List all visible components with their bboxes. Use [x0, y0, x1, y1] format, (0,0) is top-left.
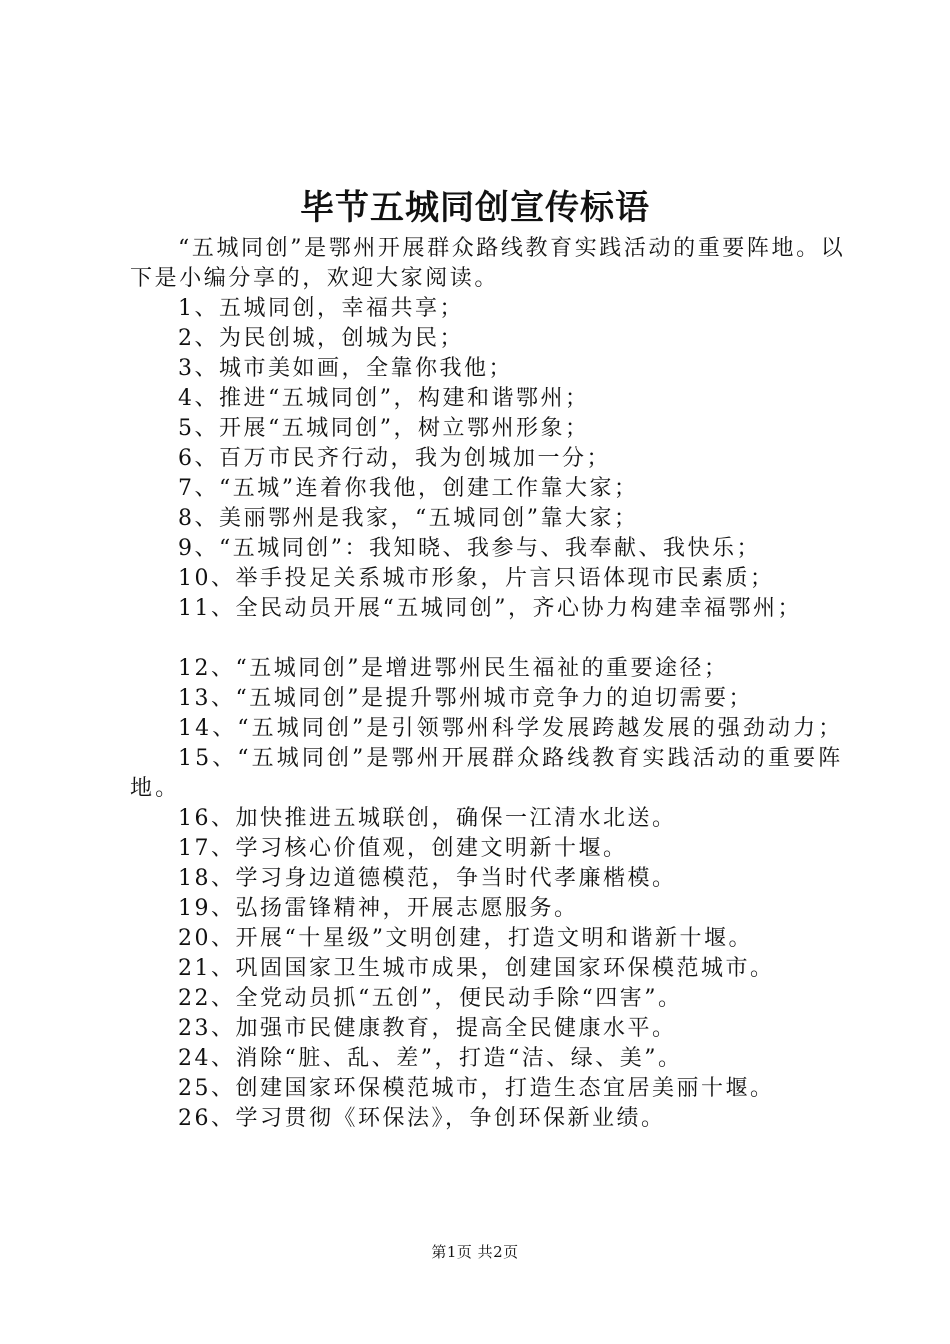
slogan-item-22: 22、全党动员抓“五创”，便民动手除“四害”。	[178, 986, 683, 1011]
slogan-item-15: 15、“五城同创”是鄂州开展群众路线教育实践活动的重要阵地。	[130, 746, 844, 801]
slogan-item-7: 7、“五城”连着你我他，创建工作靠大家；	[178, 476, 639, 501]
slogan-item-8: 8、美丽鄂州是我家，“五城同创”靠大家；	[178, 506, 639, 531]
page-footer: 第1页 共2页	[431, 1243, 519, 1261]
slogan-item-12: 12、“五城同创”是增进鄂州民生福祉的重要途径；	[178, 656, 729, 681]
document-title: 毕节五城同创宣传标语	[300, 188, 650, 228]
intro-paragraph: “五城同创”是鄂州开展群众路线教育实践活动的重要阵地。以下是小编分享的，欢迎大家阅读。	[130, 236, 846, 291]
slogan-item-3: 3、城市美如画，全靠你我他；	[178, 356, 513, 381]
slogan-item-18: 18、学习身边道德模范，争当时代孝廉楷模。	[178, 866, 677, 891]
slogan-item-21: 21、巩固国家卫生城市成果，创建国家环保模范城市。	[178, 956, 775, 981]
slogan-item-10: 10、举手投足关系城市形象，片言只语体现市民素质；	[178, 566, 775, 591]
slogan-item-26: 26、学习贯彻《环保法》，争创环保新业绩。	[178, 1106, 666, 1131]
slogan-item-19: 19、弘扬雷锋精神，开展志愿服务。	[178, 896, 579, 921]
slogan-item-9: 9、“五城同创”：我知晓、我参与、我奉献、我快乐；	[178, 536, 761, 561]
slogan-item-4: 4、推进“五城同创”，构建和谐鄂州；	[178, 386, 590, 411]
slogan-item-25: 25、创建国家环保模范城市，打造生态宜居美丽十堰。	[178, 1076, 775, 1101]
slogan-item-5: 5、开展“五城同创”，树立鄂州形象；	[178, 416, 590, 441]
slogan-item-16: 16、加快推进五城联创，确保一江清水北送。	[178, 806, 677, 831]
slogan-item-1: 1、五城同创，幸福共享；	[178, 296, 464, 321]
paragraph-gap	[130, 624, 850, 654]
slogan-item-23: 23、加强市民健康教育，提高全民健康水平。	[178, 1016, 677, 1041]
slogan-item-24: 24、消除“脏、乱、差”，打造“洁、绿、美”。	[178, 1046, 683, 1071]
document-body	[130, 234, 850, 1134]
slogan-item-13: 13、“五城同创”是提升鄂州城市竞争力的迫切需要；	[178, 686, 753, 711]
slogan-item-20: 20、开展“十星级”文明创建，打造文明和谐新十堰。	[178, 926, 753, 951]
slogan-item-17: 17、学习核心价值观，创建文明新十堰。	[178, 836, 628, 861]
slogan-item-14: 14、“五城同创”是引领鄂州科学发展跨越发展的强劲动力；	[178, 716, 844, 741]
slogan-item-2: 2、为民创城，创城为民；	[178, 326, 464, 351]
slogan-item-6: 6、百万市民齐行动，我为创城加一分；	[178, 446, 611, 471]
slogan-item-11: 11、全民动员开展“五城同创”，齐心协力构建幸福鄂州；	[178, 596, 802, 621]
